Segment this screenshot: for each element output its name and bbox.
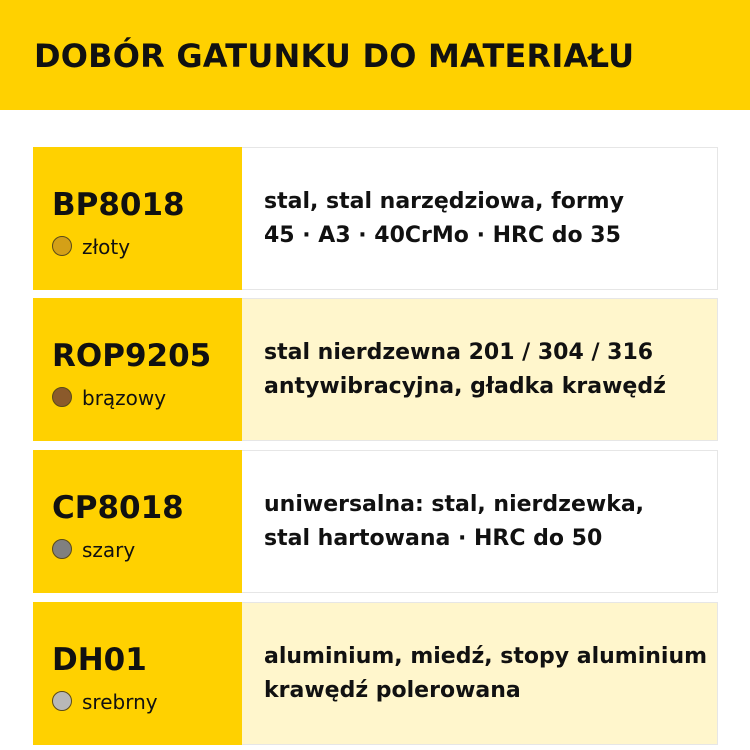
color-name: srebrny <box>82 690 158 714</box>
color-swatch-icon <box>52 691 72 711</box>
color-name: szary <box>82 538 136 562</box>
description-line-2: 45 · A3 · 40CrMo · HRC do 35 <box>264 223 621 248</box>
description-line-2: stal hartowana · HRC do 50 <box>264 526 603 551</box>
description-line-2: antywibracyjna, gładka krawędź <box>264 374 666 399</box>
grade-description-cell <box>242 298 718 441</box>
grade-code: CP8018 <box>52 490 184 526</box>
grade-label-cell <box>33 147 242 290</box>
header-banner <box>0 0 750 110</box>
grade-label-cell <box>33 602 242 745</box>
grade-code: DH01 <box>52 642 147 678</box>
color-swatch-icon <box>52 236 72 256</box>
description-line-1: aluminium, miedź, stopy aluminium <box>264 644 708 669</box>
description-line-1: uniwersalna: stal, nierdzewka, <box>264 492 645 517</box>
grade-row <box>33 602 718 745</box>
grade-row <box>33 147 718 290</box>
description-line-2: krawędź polerowana <box>264 678 521 703</box>
color-name: brązowy <box>82 386 167 410</box>
grade-label-cell <box>33 298 242 441</box>
description-line-1: stal, stal narzędziowa, formy <box>264 189 624 214</box>
grade-row <box>33 298 718 441</box>
grade-description-cell <box>242 147 718 290</box>
grade-code: BP8018 <box>52 187 185 223</box>
color-name: złoty <box>82 235 131 259</box>
grade-description-cell <box>242 450 718 593</box>
grade-row <box>33 450 718 593</box>
description-line-1: stal nierdzewna 201 / 304 / 316 <box>264 340 654 365</box>
color-swatch-icon <box>52 387 72 407</box>
grade-label-cell <box>33 450 242 593</box>
color-swatch-icon <box>52 539 72 559</box>
page-title: DOBÓR GATUNKU DO MATERIAŁU <box>34 37 635 75</box>
grade-description-cell <box>242 602 718 745</box>
grade-code: ROP9205 <box>52 338 212 374</box>
